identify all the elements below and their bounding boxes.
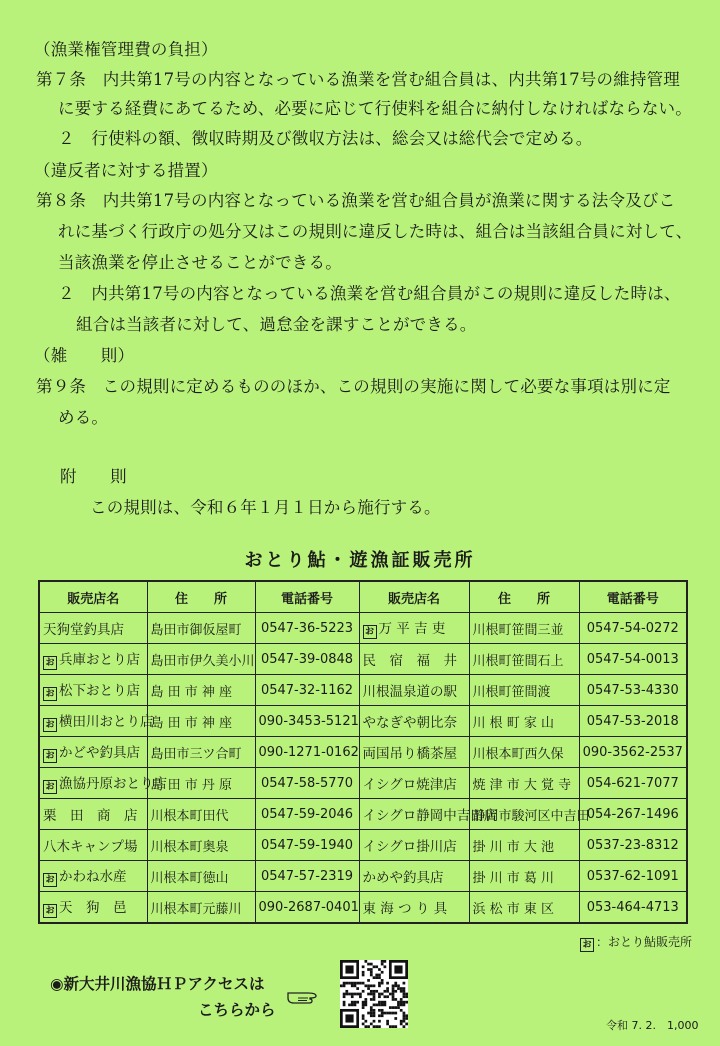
article-8-line-3: 当該漁業を停止させることができる。 <box>58 253 342 272</box>
shop-name: やなぎや朝比奈 <box>362 715 457 731</box>
footer-print-info: 令和 7. 2. 1,000 <box>606 1019 699 1032</box>
shop-phone: 0547-54-0272 <box>579 613 687 644</box>
shop-phone: 090-3562-2537 <box>579 737 687 768</box>
shop-name-cell <box>39 799 147 830</box>
shop-name-cell <box>39 737 147 768</box>
shop-address: 川根町笹間三並 <box>469 613 579 644</box>
table-row <box>39 892 687 924</box>
shop-name: 東 海 つ り 具 <box>362 901 448 917</box>
hp-access-text: ◉新大井川漁協ＨＰアクセスは <box>50 975 265 993</box>
shop-name-cell <box>359 706 469 737</box>
pointing-hand-icon <box>286 985 320 1007</box>
shop-name-cell <box>39 892 147 924</box>
article-7-line-1: 第７条 内共第17号の内容となっている漁業を営む組合員は、内共第17号の維持管理 <box>36 70 680 89</box>
article-9-line-2: める。 <box>58 408 109 427</box>
shop-name: 万 平 吉 吏 <box>378 621 446 637</box>
shop-name: 両国吊り橋茶屋 <box>362 746 457 762</box>
shop-address: 川根町笹間渡 <box>469 675 579 706</box>
shop-address: 焼 津 市 大 覚 寺 <box>469 768 579 799</box>
shop-address: 掛 川 市 大 池 <box>469 830 579 861</box>
shop-address: 島 田 市 丹 原 <box>147 768 255 799</box>
shop-address: 掛 川 市 葛 川 <box>469 861 579 892</box>
table-row <box>39 768 687 799</box>
otori-mark-icon: お <box>43 873 57 887</box>
shop-address: 川根町笹間石上 <box>469 644 579 675</box>
shop-table <box>38 580 688 924</box>
shop-phone: 0547-39-0848 <box>255 644 359 675</box>
shop-name: 兵庫おとり店 <box>59 652 140 668</box>
shop-phone: 0547-59-2046 <box>255 799 359 830</box>
supplementary-text: この規則は、令和６年１月１日から施行する。 <box>90 498 441 517</box>
otori-mark-icon: お <box>43 656 57 670</box>
header-shop-name: 販売店名 <box>39 581 147 613</box>
article-7-line-2: に要する経費にあてるため、必要に応じて行使料を組合に納付しなければならない。 <box>58 99 692 118</box>
shop-phone: 054-621-7077 <box>579 768 687 799</box>
shop-name-cell <box>39 706 154 737</box>
shop-name-cell <box>359 644 469 675</box>
legend-text: ：おとり鮎販売所 <box>595 935 692 949</box>
header-shop-name: 販売店名 <box>359 581 469 613</box>
shop-name: かめや釣具店 <box>362 870 444 886</box>
shop-name-cell <box>359 737 469 768</box>
shop-phone: 054-267-1496 <box>579 799 687 830</box>
shop-address: 川根本町徳山 <box>147 861 255 892</box>
shop-name: イシグロ静岡中吉田店 <box>362 808 498 824</box>
shop-name: 民 宿 福 井 <box>362 653 457 669</box>
shop-address: 川根本町元藤川 <box>147 892 255 924</box>
header-phone: 電話番号 <box>579 581 687 613</box>
shop-phone: 0537-23-8312 <box>579 830 687 861</box>
otori-mark-icon: お <box>43 780 57 794</box>
shop-name-cell <box>39 644 147 675</box>
shop-phone: 090-1271-0162 <box>255 737 359 768</box>
shop-name-cell <box>39 830 147 861</box>
hp-access-text-2: こちらから <box>198 1001 276 1019</box>
shop-address: 島 田 市 神 座 <box>147 706 255 737</box>
shop-address: 川 根 町 家 山 <box>469 706 579 737</box>
shop-name: イシグロ焼津店 <box>362 777 457 793</box>
shop-name-cell <box>359 675 469 706</box>
shop-address: 静岡市駿河区中吉田 <box>469 799 579 830</box>
shop-phone: 0547-53-2018 <box>579 706 687 737</box>
shop-name-cell <box>359 768 469 799</box>
shop-phone: 0547-32-1162 <box>255 675 359 706</box>
shop-phone: 0547-53-4330 <box>579 675 687 706</box>
shop-phone: 0537-62-1091 <box>579 861 687 892</box>
shop-phone: 090-3453-5121 <box>255 706 359 737</box>
qr-code[interactable] <box>340 960 408 1028</box>
table-row <box>39 799 687 830</box>
shop-name-cell <box>39 613 147 644</box>
otori-mark-icon: お <box>363 625 377 639</box>
section-heading-violation: （違反者に対する措置） <box>34 161 218 180</box>
otori-mark-icon: お <box>43 687 57 701</box>
shop-name-cell <box>359 613 469 644</box>
shop-phone: 0547-57-2319 <box>255 861 359 892</box>
article-8-clause-2-line-2: 組合は当該者に対して、過怠金を課すことができる。 <box>76 315 477 334</box>
shop-address: 島田市伊久美小川 <box>147 644 255 675</box>
shop-name: 横田川おとり店 <box>59 714 154 730</box>
shop-phone: 0547-54-0013 <box>579 644 687 675</box>
shop-name: かわね水産 <box>59 869 127 885</box>
shop-address: 浜 松 市 東 区 <box>469 892 579 924</box>
article-9-line-1: 第９条 この規則に定めるもののほか、この規則の実施に関して必要な事項は別に定 <box>36 377 671 396</box>
shop-name: 八木キャンプ場 <box>43 839 138 855</box>
shop-address: 川根本町奥泉 <box>147 830 255 861</box>
article-8-line-2: れに基づく行政庁の処分又はこの規則に違反した時は、組合は当該組合員に対して、 <box>58 222 693 241</box>
otori-mark-icon: お <box>580 938 594 952</box>
section-heading-misc: （雑 則） <box>34 346 135 365</box>
shop-name-cell <box>359 861 469 892</box>
shop-phone: 053-464-4713 <box>579 892 687 924</box>
header-address: 住 所 <box>147 581 255 613</box>
shop-address: 島田市三ツ合町 <box>147 737 255 768</box>
supplementary-heading: 附 則 <box>60 467 127 486</box>
shop-address: 島 田 市 神 座 <box>147 675 255 706</box>
header-phone: 電話番号 <box>255 581 359 613</box>
table-row <box>39 613 687 644</box>
shop-address: 島田市御仮屋町 <box>147 613 255 644</box>
article-8-line-1: 第８条 内共第17号の内容となっている漁業を営む組合員が漁業に関する法令及びこ <box>36 191 676 210</box>
table-row <box>39 644 687 675</box>
shop-name-cell <box>39 768 167 799</box>
table-title: おとり鮎・遊漁証販売所 <box>244 550 476 571</box>
article-8-clause-2-line-1: ２ 内共第17号の内容となっている漁業を営む組合員がこの規則に違反した時は、 <box>58 284 681 303</box>
table-row <box>39 675 687 706</box>
shop-phone: 090-2687-0401 <box>255 892 359 924</box>
shop-name: 川根温泉道の駅 <box>362 684 457 700</box>
shop-address: 川根本町田代 <box>147 799 255 830</box>
shop-name-cell <box>359 799 498 830</box>
shop-name: 松下おとり店 <box>59 683 140 699</box>
section-heading-fee: （漁業権管理費の負担） <box>34 40 218 59</box>
shop-address: 川根本町西久保 <box>469 737 579 768</box>
shop-name: 天狗堂釣具店 <box>43 622 124 638</box>
table-row <box>39 830 687 861</box>
shop-name: 漁協丹原おとり店 <box>59 776 167 792</box>
shop-name: かどや釣具店 <box>59 745 140 761</box>
shop-name-cell <box>39 675 147 706</box>
otori-mark-icon: お <box>43 904 57 918</box>
table-row <box>39 861 687 892</box>
table-body <box>39 613 687 924</box>
table-header-row <box>39 581 687 613</box>
legend <box>580 933 692 952</box>
shop-name: イシグロ掛川店 <box>362 839 457 855</box>
shop-name: 天 狗 邑 <box>59 900 127 916</box>
table-row <box>39 706 687 737</box>
shop-phone: 0547-59-1940 <box>255 830 359 861</box>
shop-name-cell <box>359 892 469 924</box>
article-7-clause-2: ２ 行使料の額、徴収時期及び徴収方法は、総会又は総代会で定める。 <box>58 129 593 148</box>
header-address: 住 所 <box>469 581 579 613</box>
table-row <box>39 737 687 768</box>
otori-mark-icon: お <box>43 749 57 763</box>
otori-mark-icon: お <box>43 718 57 732</box>
shop-name-cell <box>39 861 147 892</box>
shop-phone: 0547-58-5770 <box>255 768 359 799</box>
shop-name-cell <box>359 830 469 861</box>
shop-phone: 0547-36-5223 <box>255 613 359 644</box>
shop-name: 栗 田 商 店 <box>43 808 138 824</box>
